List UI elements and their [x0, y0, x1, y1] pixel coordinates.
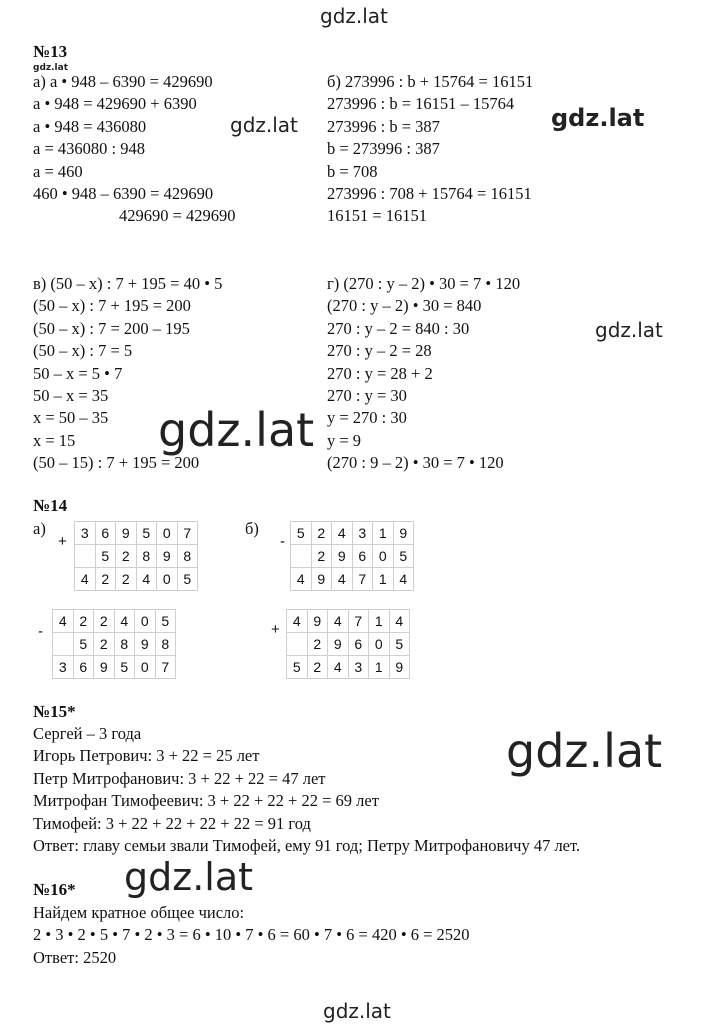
text-line: Игорь Петрович: 3 + 22 = 25 лет: [33, 746, 260, 766]
digit-cell: 6: [95, 522, 116, 545]
digit-cell: 2: [94, 610, 115, 633]
task14-title: №14: [33, 496, 68, 515]
equation-line: а) а • 948 – 6390 = 429690: [33, 72, 213, 91]
column-subtraction-b: [290, 521, 414, 591]
digit-cell: 9: [157, 545, 178, 568]
plus-sign: +: [271, 621, 280, 638]
digit-cell: 2: [116, 545, 137, 568]
digit-cell: 3: [75, 522, 96, 545]
digit-cell: 3: [352, 522, 373, 545]
digit-cell: 9: [393, 522, 414, 545]
minus-sign: -: [38, 623, 43, 640]
watermark-tiny: gdz.lat: [33, 63, 69, 73]
digit-cell: 7: [348, 610, 369, 633]
digit-cell: 9: [116, 522, 137, 545]
task16-title: №16*: [33, 880, 76, 899]
digit-cell: 5: [287, 656, 308, 679]
digit-cell: 9: [311, 568, 332, 591]
digit-cell: 5: [95, 545, 116, 568]
text-line: Тимофей: 3 + 22 + 22 + 22 + 22 = 91 год: [33, 813, 311, 833]
equation-line: b = 273996 : 387: [327, 139, 440, 159]
equation-line: 16151 = 16151: [327, 206, 428, 226]
watermark-right-bold: gdz.lat: [551, 104, 645, 132]
watermark-mid: gdz.lat: [230, 113, 298, 137]
digit-cell: 5: [136, 522, 157, 545]
equation-line: б) 273996 : b + 15764 = 16151: [327, 72, 534, 91]
digit-cell: 0: [157, 568, 178, 591]
digit-cell: 0: [369, 633, 390, 656]
watermark-top: gdz.lat: [320, 4, 388, 28]
equation-line: (50 – х) : 7 + 195 = 200: [33, 296, 191, 316]
equation-line: а • 948 = 436080: [33, 116, 147, 136]
equation-line: 273996 : 708 + 15764 = 16151: [327, 184, 532, 204]
digit-cell: 4: [332, 568, 353, 591]
equation-line: 460 • 948 – 6390 = 429690: [33, 184, 214, 204]
digit-cell: 5: [393, 545, 414, 568]
digit-cell: 4: [389, 610, 410, 633]
digit-cell: 6: [73, 656, 94, 679]
digit-cell: 1: [369, 656, 390, 679]
task13-part-b: [327, 71, 533, 228]
task13-part-a: [33, 71, 236, 228]
equation-line: а = 460: [33, 161, 83, 181]
equation-line: (270 : у – 2) • 30 = 840: [327, 296, 482, 316]
equation-line: х = 15: [33, 430, 76, 450]
digit-cell: 4: [136, 568, 157, 591]
watermark-n15: gdz.lat: [506, 724, 663, 778]
digit-cell: 2: [311, 545, 332, 568]
equation-line: 270 : у – 2 = 840 : 30: [327, 318, 470, 338]
digit-cell: 2: [95, 568, 116, 591]
digit-cell: 4: [53, 610, 74, 633]
digit-cell: 7: [155, 656, 176, 679]
digit-cell: 5: [114, 656, 135, 679]
equation-line: (50 – 15) : 7 + 195 = 200: [33, 453, 200, 473]
digit-cell: 1: [373, 568, 394, 591]
digit-cell: 2: [307, 656, 328, 679]
column-check-b: [286, 609, 410, 679]
digit-cell: 4: [75, 568, 96, 591]
equation-line: 50 – х = 35: [33, 386, 109, 406]
digit-cell: 8: [136, 545, 157, 568]
digit-cell: 3: [348, 656, 369, 679]
digit-cell: 9: [135, 633, 156, 656]
digit-cell: 7: [177, 522, 198, 545]
digit-cell: 2: [94, 633, 115, 656]
digit-cell: 9: [328, 633, 349, 656]
digit-cell: 4: [287, 610, 308, 633]
watermark-center-big: gdz.lat: [158, 403, 315, 457]
task16-body: [33, 902, 470, 969]
equation-line: 270 : у – 2 = 28: [327, 341, 432, 361]
digit-cell: 9: [389, 656, 410, 679]
digit-cell: 6: [348, 633, 369, 656]
digit-cell: 2: [116, 568, 137, 591]
equation-line: 273996 : b = 387: [327, 116, 440, 136]
digit-cell: 8: [177, 545, 198, 568]
digit-cell: 8: [114, 633, 135, 656]
equation-line: в) (50 – х) : 7 + 195 = 40 • 5: [33, 274, 223, 293]
text-line: Митрофан Тимофеевич: 3 + 22 + 22 + 22 = 69 лет: [33, 791, 379, 811]
digit-cell: 0: [157, 522, 178, 545]
task15-title: №15*: [33, 702, 76, 721]
digit-cell: 4: [328, 610, 349, 633]
equation-line: 270 : у = 30: [327, 386, 407, 406]
minus-sign: -: [280, 533, 285, 550]
equation-line: 50 – х = 5 • 7: [33, 363, 123, 383]
text-line: Сергей – 3 года: [33, 724, 142, 743]
text-line: 2 • 3 • 2 • 5 • 7 • 2 • 3 = 6 • 10 • 7 • 6 = 60 • 7 • 6 = 420 • 6 = 2520: [33, 925, 470, 945]
task14-label-b: б): [245, 519, 259, 538]
watermark-right: gdz.lat: [595, 318, 663, 342]
digit-cell: 6: [352, 545, 373, 568]
equation-line: (50 – х) : 7 = 5: [33, 341, 133, 361]
equation-line: а • 948 = 429690 + 6390: [33, 94, 197, 114]
digit-cell: 5: [291, 522, 312, 545]
equation-line: а = 436080 : 948: [33, 139, 145, 159]
digit-cell: 0: [135, 610, 156, 633]
digit-cell: 1: [373, 522, 394, 545]
answer-line: Ответ: главу семьи звали Тимофей, ему 91 год; Петру Митрофановичу 47 лет.: [33, 836, 581, 856]
digit-cell: 4: [332, 522, 353, 545]
digit-cell: 9: [332, 545, 353, 568]
equation-line: у = 270 : 30: [327, 408, 407, 428]
equation-line: (50 – х) : 7 = 200 – 195: [33, 318, 190, 338]
equation-line: у = 9: [327, 430, 362, 450]
equation-line: 429690 = 429690: [119, 206, 236, 226]
digit-cell: 4: [114, 610, 135, 633]
digit-cell: 4: [393, 568, 414, 591]
column-addition-a: [74, 521, 198, 591]
digit-cell: 5: [73, 633, 94, 656]
digit-cell: 8: [155, 633, 176, 656]
digit-cell: 5: [155, 610, 176, 633]
digit-cell: 4: [328, 656, 349, 679]
digit-cell: 9: [94, 656, 115, 679]
digit-cell: 9: [307, 610, 328, 633]
equation-line: 273996 : b = 16151 – 15764: [327, 94, 515, 114]
digit-cell: 0: [373, 545, 394, 568]
task13-part-v: [33, 273, 222, 475]
equation-line: х = 50 – 35: [33, 408, 109, 428]
column-check-a: [52, 609, 176, 679]
digit-cell: 2: [307, 633, 328, 656]
digit-cell: 1: [369, 610, 390, 633]
digit-cell: 0: [135, 656, 156, 679]
task13-part-g: [327, 273, 520, 475]
task13-title: №13: [33, 42, 68, 61]
equation-line: (270 : 9 – 2) • 30 = 7 • 120: [327, 453, 504, 473]
digit-cell: 5: [389, 633, 410, 656]
digit-cell: 7: [352, 568, 373, 591]
digit-cell: 2: [311, 522, 332, 545]
task14-label-a: а): [33, 519, 46, 538]
digit-cell: 5: [177, 568, 198, 591]
digit-cell: 4: [291, 568, 312, 591]
equation-line: 270 : у = 28 + 2: [327, 363, 433, 383]
equation-line: г) (270 : у – 2) • 30 = 7 • 120: [327, 274, 521, 293]
text-line: Найдем кратное общее число:: [33, 903, 245, 922]
plus-sign: +: [58, 533, 67, 550]
answer-line: Ответ: 2520: [33, 947, 117, 967]
text-line: Петр Митрофанович: 3 + 22 + 22 = 47 лет: [33, 768, 326, 788]
watermark-bottom: gdz.lat: [323, 999, 391, 1023]
watermark-n16: gdz.lat: [124, 855, 254, 899]
digit-cell: 2: [73, 610, 94, 633]
task15-body: [33, 723, 580, 857]
equation-line: b = 708: [327, 161, 378, 181]
digit-cell: 3: [53, 656, 74, 679]
